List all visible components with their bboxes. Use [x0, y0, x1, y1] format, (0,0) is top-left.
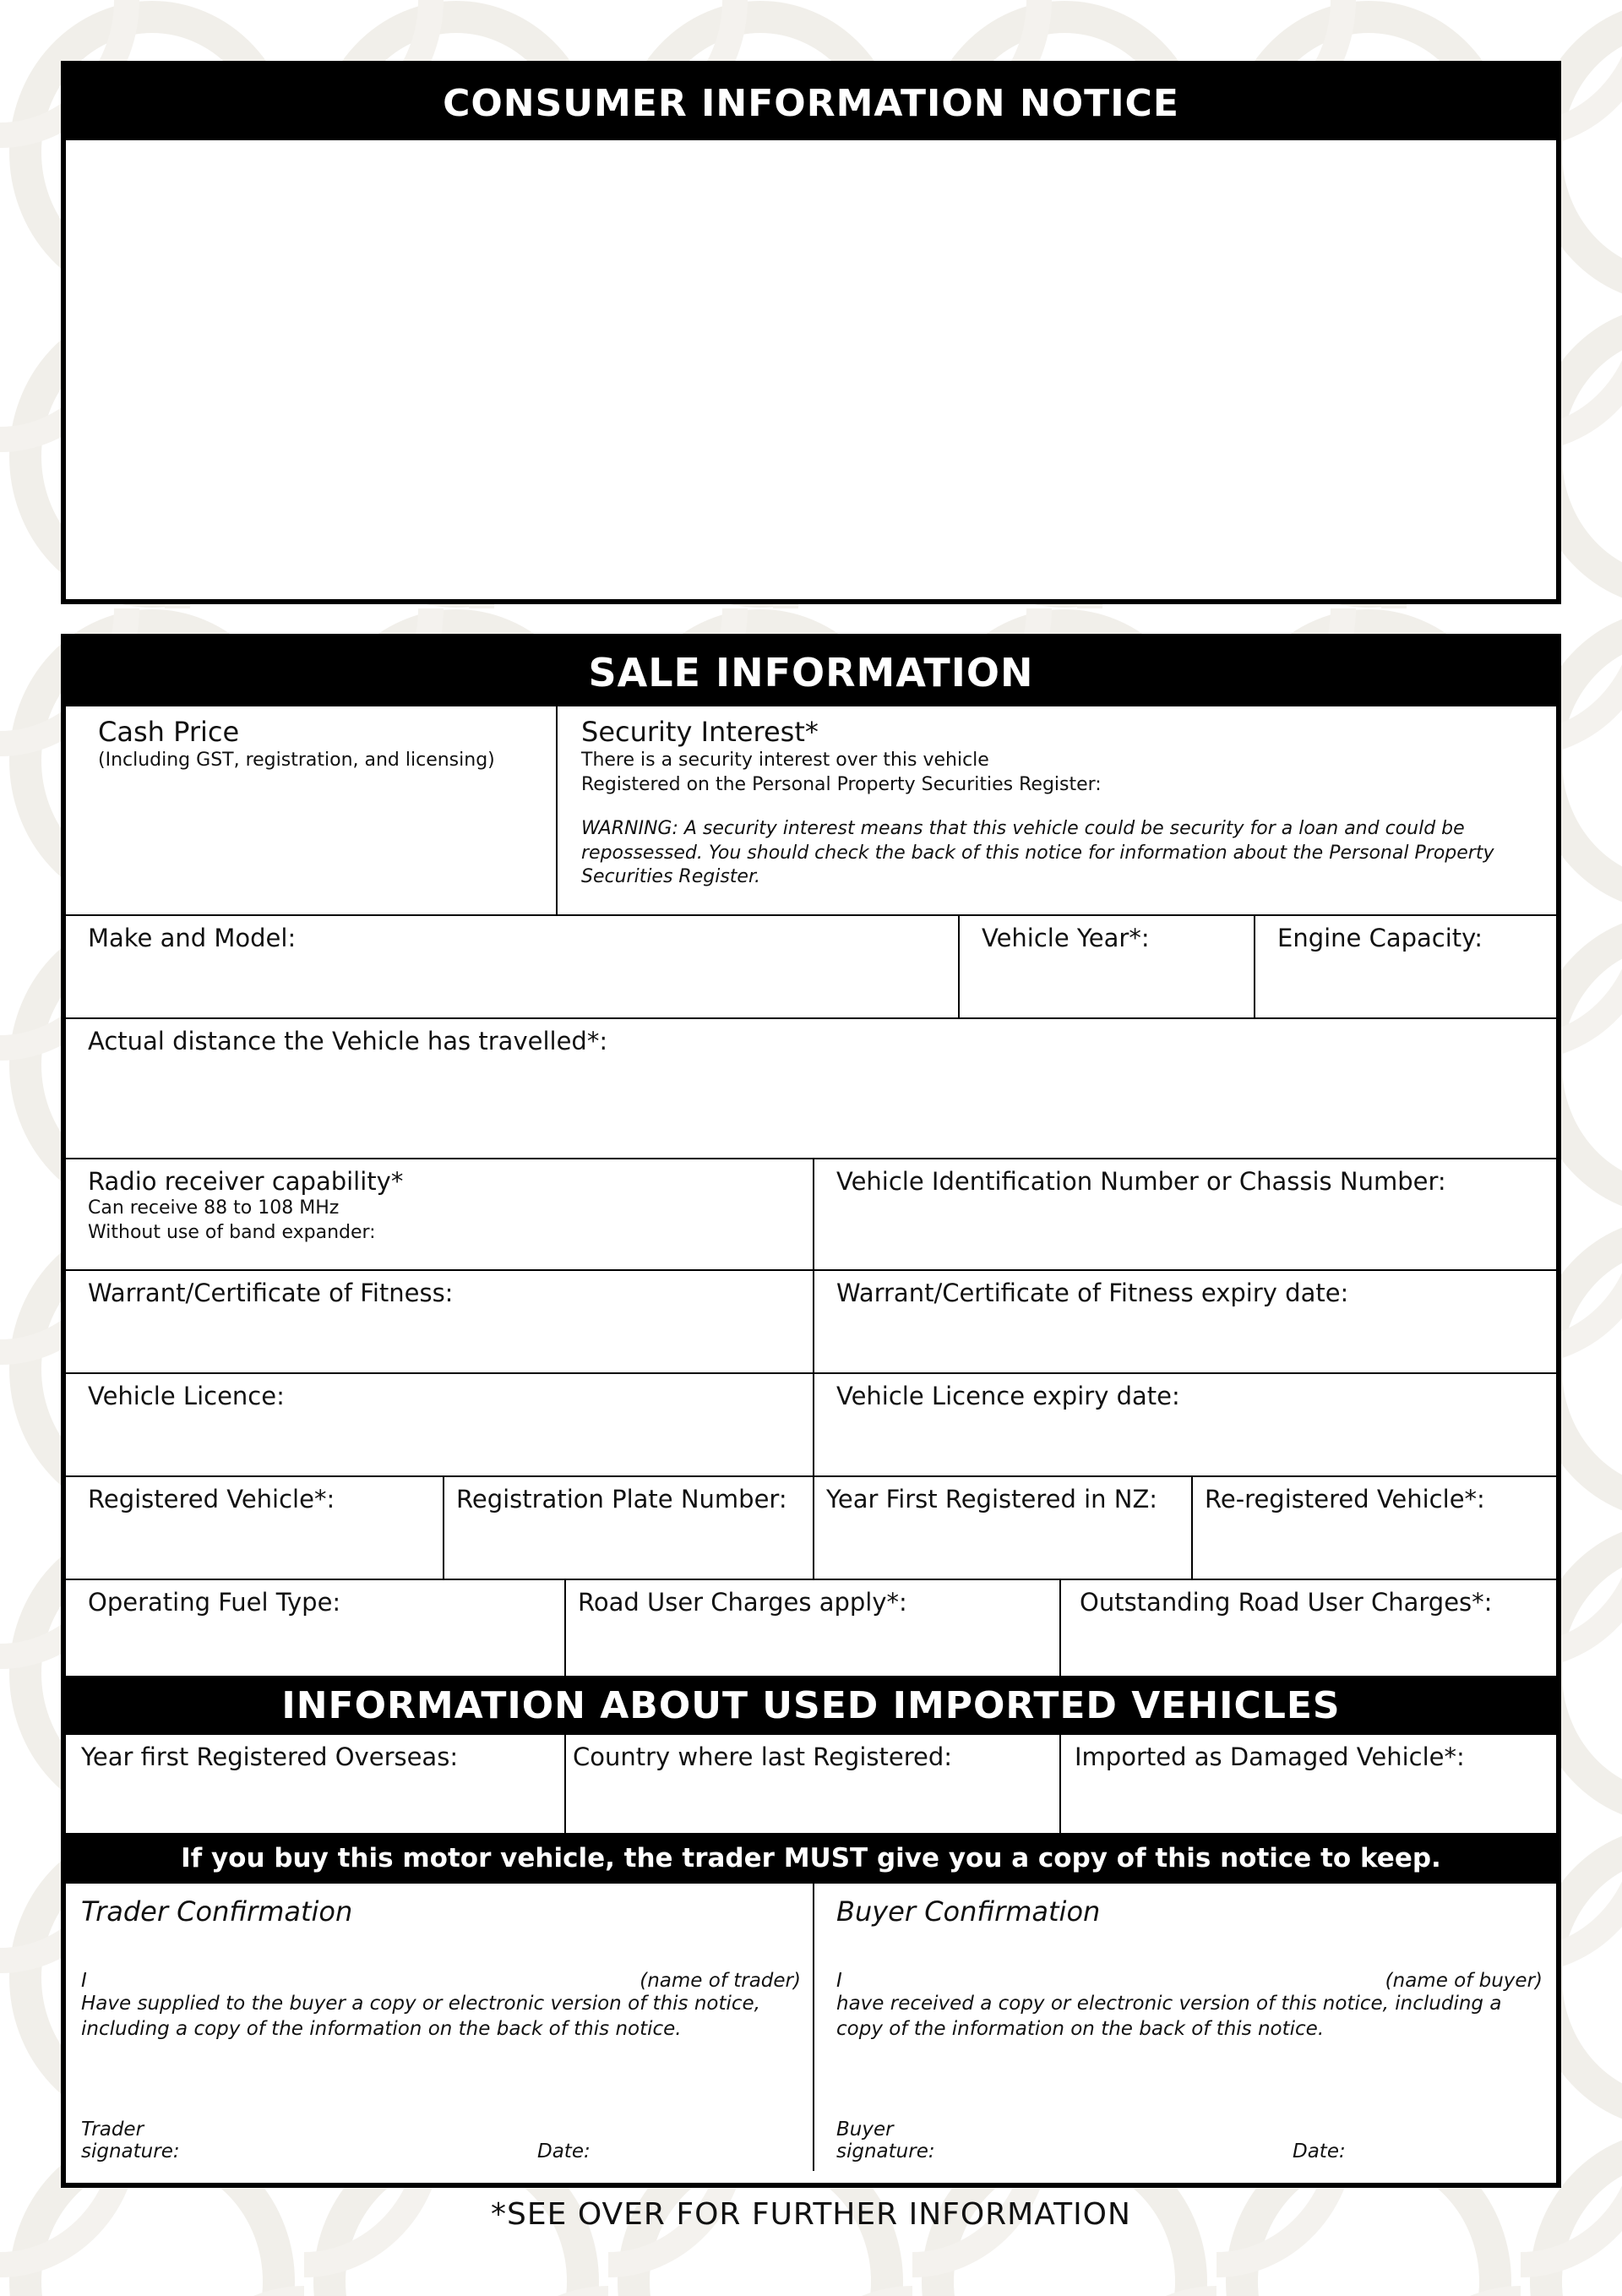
year-first-registered-nz-label: Year First Registered in NZ:	[826, 1485, 1158, 1513]
fuel-type-field[interactable]	[66, 1580, 564, 1676]
trader-date-label: Date:	[537, 2140, 591, 2162]
vin-label: Vehicle Identification Number or Chassis Number:	[836, 1167, 1446, 1196]
trader-confirmation[interactable]	[66, 1884, 813, 2171]
security-interest-line1: There is a security interest over this vehicle	[581, 750, 989, 771]
ruc-apply-label: Road User Charges apply*:	[578, 1588, 907, 1617]
radio-capability-line2: Without use of band expander:	[88, 1221, 376, 1243]
buyer-confirmation-text: have received a copy or electronic version of this notice, including a copy of the information on the back of this notice.	[836, 1993, 1502, 2040]
plate-number-label: Registration Plate Number:	[456, 1485, 787, 1513]
radio-capability-label: Radio receiver capability*	[88, 1167, 404, 1196]
consumer-information-notice	[61, 61, 1561, 604]
imported-damaged-label: Imported as Damaged Vehicle*:	[1075, 1742, 1465, 1771]
country-last-registered-label: Country where last Registered:	[573, 1742, 953, 1771]
trader-signature-label-1: Trader	[81, 2118, 144, 2141]
country-last-registered-field[interactable]	[564, 1735, 1059, 1833]
trader-i-label: I	[81, 1970, 87, 1992]
reregistered-vehicle-label: Re-registered Vehicle*:	[1205, 1485, 1485, 1513]
licence-expiry-field[interactable]	[813, 1374, 1556, 1475]
make-model-field[interactable]	[66, 916, 958, 1017]
distance-label: Actual distance the Vehicle has travelled*:	[88, 1027, 608, 1055]
buyer-name-hint: (name of buyer)	[1385, 1970, 1543, 1992]
wof-expiry-field[interactable]	[813, 1271, 1556, 1372]
wof-field[interactable]	[66, 1271, 813, 1372]
buyer-name-line[interactable]	[836, 1970, 1543, 1992]
licence-expiry-label: Vehicle Licence expiry date:	[836, 1382, 1180, 1410]
trader-name-hint: (name of trader)	[640, 1970, 801, 1992]
cash-price-label: Cash Price	[98, 716, 240, 748]
buyer-date-label: Date:	[1293, 2140, 1346, 2162]
imported-row	[66, 1735, 1556, 1833]
distance-field[interactable]	[66, 1019, 1556, 1158]
make-model-row	[66, 914, 1556, 1017]
ruc-outstanding-label: Outstanding Road User Charges*:	[1080, 1588, 1493, 1617]
year-registered-overseas-label: Year first Registered Overseas:	[81, 1742, 459, 1771]
trader-confirmation-title: Trader Confirmation	[81, 1895, 353, 1928]
buyer-confirmation-title: Buyer Confirmation	[836, 1895, 1101, 1928]
security-interest-field[interactable]	[556, 706, 1556, 914]
wof-row	[66, 1269, 1556, 1372]
buyer-signature-label-2: signature:	[836, 2140, 935, 2162]
reregistered-vehicle-field[interactable]	[1191, 1477, 1556, 1579]
engine-capacity-label: Engine Capacity:	[1277, 924, 1483, 952]
notice-banner: If you buy this motor vehicle, the trader MUST give you a copy of this notice to keep.	[66, 1833, 1556, 1884]
buyer-signature-line[interactable]	[836, 2119, 1543, 2162]
trader-signature-line[interactable]	[81, 2119, 801, 2162]
imported-vehicles-title: INFORMATION ABOUT USED IMPORTED VEHICLES	[66, 1676, 1556, 1735]
radio-capability-field[interactable]	[66, 1159, 813, 1269]
vehicle-year-field[interactable]	[958, 916, 1254, 1017]
buyer-i-label: I	[836, 1970, 842, 1992]
registered-vehicle-label: Registered Vehicle*:	[88, 1485, 335, 1513]
distance-row	[66, 1017, 1556, 1158]
sale-information-section	[61, 634, 1561, 2188]
fuel-ruc-row	[66, 1579, 1556, 1676]
licence-field[interactable]	[66, 1374, 813, 1475]
cash-price-note: (Including GST, registration, and licensing)	[98, 750, 495, 771]
wof-expiry-label: Warrant/Certificate of Fitness expiry date:	[836, 1279, 1349, 1307]
ruc-outstanding-field[interactable]	[1059, 1580, 1556, 1676]
buyer-confirmation[interactable]	[813, 1884, 1556, 2171]
trader-name-line[interactable]	[81, 1970, 801, 1992]
sale-information-title: SALE INFORMATION	[66, 639, 1556, 706]
confirmation-row	[66, 1884, 1556, 2171]
security-interest-label: Security Interest*	[581, 716, 819, 748]
vin-field[interactable]	[813, 1159, 1556, 1269]
cash-price-field[interactable]	[66, 706, 556, 914]
security-interest-line2: Registered on the Personal Property Securities Register:	[581, 773, 1102, 795]
consumer-notice-body[interactable]	[66, 140, 1556, 604]
vehicle-year-label: Vehicle Year*:	[982, 924, 1150, 952]
footer-note: *SEE OVER FOR FURTHER INFORMATION	[491, 2197, 1131, 2232]
price-security-row	[66, 706, 1556, 914]
trader-confirmation-text: Have supplied to the buyer a copy or electronic version of this notice, including a copy of the information on the back of this notice.	[81, 1993, 760, 2040]
ruc-apply-field[interactable]	[564, 1580, 1059, 1676]
registration-row	[66, 1475, 1556, 1579]
buyer-signature-label-1: Buyer	[836, 2118, 894, 2141]
wof-label: Warrant/Certificate of Fitness:	[88, 1279, 454, 1307]
make-model-label: Make and Model:	[88, 924, 297, 952]
consumer-notice-title: CONSUMER INFORMATION NOTICE	[66, 66, 1556, 140]
year-first-registered-nz-field[interactable]	[813, 1477, 1191, 1579]
licence-label: Vehicle Licence:	[88, 1382, 285, 1410]
licence-row	[66, 1372, 1556, 1475]
radio-capability-line1: Can receive 88 to 108 MHz	[88, 1197, 340, 1219]
fuel-type-label: Operating Fuel Type:	[88, 1588, 341, 1617]
imported-damaged-field[interactable]	[1059, 1735, 1556, 1833]
year-registered-overseas-field[interactable]	[66, 1735, 564, 1833]
plate-number-field[interactable]	[443, 1477, 813, 1579]
trader-signature-label-2: signature:	[81, 2140, 180, 2162]
security-interest-warning: WARNING: A security interest means that this vehicle could be security for a loan and could be repossessed. You should check the back of this notice for information about the Personal Property Securities Register.	[581, 818, 1494, 888]
registered-vehicle-field[interactable]	[66, 1477, 443, 1579]
engine-capacity-field[interactable]	[1254, 916, 1556, 1017]
radio-vin-row	[66, 1158, 1556, 1269]
